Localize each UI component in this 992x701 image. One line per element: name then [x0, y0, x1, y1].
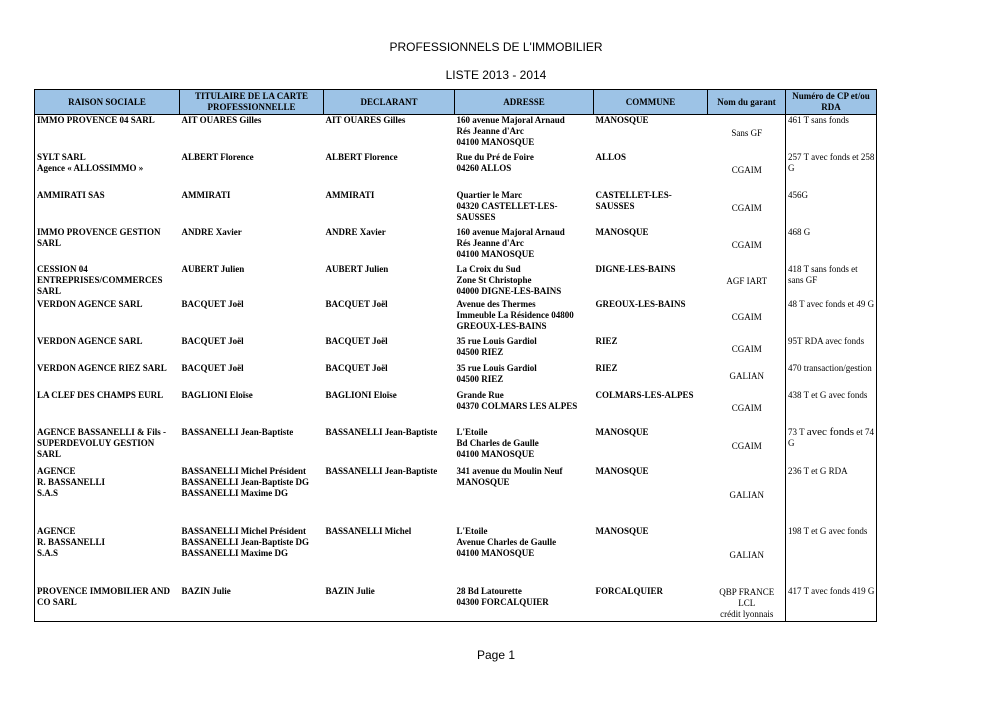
- adresse: La Croix du Sud Zone St Christophe 04000 DIGNE-LES-BAINS: [456, 263, 562, 296]
- titulaire: BACQUET Joël: [181, 362, 244, 373]
- cp-rda-part: avec fonds: [806, 425, 855, 438]
- raison-sociale: VERDON AGENCE RIEZ SARL: [35, 363, 180, 390]
- column-header: Nom du garant: [708, 90, 786, 115]
- adresse: L'Etoile Avenue Charles de Gaulle 04100 MANOSQUE: [456, 525, 557, 558]
- professionals-table: [34, 89, 877, 622]
- cp-rda: 418 T sans fonds et sans GF: [786, 264, 877, 299]
- column-header: Numéro de CP et/ou RDA: [786, 90, 877, 115]
- column-header: ADRESSE: [455, 90, 594, 115]
- declarant: BASSANELLI Jean-Baptiste: [325, 426, 438, 437]
- commune: GREOUX-LES-BAINS: [595, 298, 686, 309]
- cp-rda: 417 T avec fonds 419 G: [786, 586, 877, 622]
- table-row: [35, 190, 877, 227]
- cp-rda: 48 T avec fonds et 49 G: [786, 299, 877, 336]
- raison-sociale: SYLT SARL Agence « ALLOSSIMMO »: [35, 152, 180, 190]
- declarant: ANDRE Xavier: [325, 226, 386, 237]
- raison-sociale: AGENCE R. BASSANELLI S.A.S: [35, 526, 180, 586]
- declarant: BASSANELLI Jean-Baptiste: [325, 465, 438, 476]
- commune: COLMARS-LES-ALPES: [595, 389, 694, 400]
- column-header: RAISON SOCIALE: [35, 90, 180, 115]
- cp-rda: 468 G: [786, 227, 877, 264]
- adresse: 341 avenue du Moulin Neuf MANOSQUE: [456, 465, 563, 487]
- cp-rda: [786, 427, 877, 466]
- cp-rda: 438 T et G avec fonds: [786, 390, 877, 427]
- raison-sociale: VERDON AGENCE SARL: [35, 299, 180, 336]
- titulaire: ALBERT Florence: [181, 151, 254, 162]
- titulaire: BASSANELLI Jean-Baptiste: [181, 426, 294, 437]
- column-header: TITULAIRE DE LA CARTE PROFESSIONNELLE: [180, 90, 324, 115]
- garant: CGAIM: [731, 440, 762, 451]
- declarant: BASSANELLI Michel: [325, 525, 412, 536]
- titulaire: BACQUET Joël: [181, 298, 244, 309]
- cp-rda-part: 73 T: [788, 426, 807, 437]
- garant: CGAIM: [731, 239, 762, 250]
- titulaire: BASSANELLI Michel Président BASSANELLI Jean-Baptiste DG BASSANELLI Maxime DG: [181, 465, 310, 498]
- commune: CASTELLET-LES-SAUSSES: [595, 189, 672, 211]
- adresse: L'Etoile Bd Charles de Gaulle 04100 MANOSQUE: [456, 426, 539, 459]
- commune: FORCALQUIER: [594, 586, 708, 622]
- adresse: 28 Bd Latourette 04300 FORCALQUIER: [455, 586, 594, 622]
- table-row: [35, 227, 877, 264]
- table-row: [35, 115, 877, 152]
- commune: RIEZ: [595, 335, 618, 346]
- raison-sociale: AGENCE BASSANELLI & Fils - SUPERDEVOLUY GESTION SARL: [35, 427, 180, 466]
- declarant: ALBERT Florence: [325, 151, 398, 162]
- cp-rda: 461 T sans fonds: [786, 115, 877, 152]
- declarant: AIT OUARES Gilles: [325, 115, 406, 125]
- column-header: DECLARANT: [324, 90, 455, 115]
- titulaire: ANDRE Xavier: [181, 226, 242, 237]
- declarant: AUBERT Julien: [325, 263, 389, 274]
- titulaire: AIT OUARES Gilles: [181, 115, 262, 125]
- page-subtitle: LISTE 2013 - 2014: [445, 68, 547, 82]
- declarant: BACQUET Joël: [325, 362, 388, 373]
- titulaire: BAZIN Julie: [180, 586, 324, 622]
- adresse: Quartier le Marc 04320 CASTELLET-LES-SAUSSES: [456, 189, 558, 222]
- garant: CGAIM: [731, 311, 762, 322]
- commune: ALLOS: [595, 151, 627, 162]
- raison-sociale: IMMO PROVENCE 04 SARL: [35, 115, 180, 152]
- raison-sociale: AGENCE R. BASSANELLI S.A.S: [35, 466, 180, 526]
- titulaire: BASSANELLI Michel Président BASSANELLI Jean-Baptiste DG BASSANELLI Maxime DG: [181, 525, 310, 558]
- table-header-row: [35, 90, 877, 115]
- declarant: AMMIRATI: [325, 189, 375, 200]
- adresse: 160 avenue Majoral Arnaud Rés Jeanne d'Arc 04100 MANOSQUE: [456, 226, 565, 259]
- table-row: [35, 264, 877, 299]
- table-row: [35, 466, 877, 526]
- raison-sociale: VERDON AGENCE SARL: [35, 336, 180, 363]
- titulaire: BAGLIONI Eloïse: [181, 389, 253, 400]
- garant: CGAIM: [731, 165, 762, 175]
- table-row: [35, 299, 877, 336]
- declarant: BAGLIONI Eloïse: [325, 389, 397, 400]
- titulaire: AUBERT Julien: [181, 263, 245, 274]
- raison-sociale: PROVENCE IMMOBILIER AND CO SARL: [35, 586, 180, 622]
- adresse: Avenue des Thermes Immeuble La Résidence 04800 GREOUX-LES-BAINS: [456, 298, 574, 331]
- page-number: Page 1: [476, 648, 516, 662]
- raison-sociale: IMMO PROVENCE GESTION SARL: [35, 227, 180, 264]
- adresse: 35 rue Louis Gardiol 04500 RIEZ: [456, 335, 537, 357]
- cp-rda: 456G: [786, 190, 877, 227]
- garant: GALIAN: [729, 490, 764, 500]
- cp-rda: 257 T avec fonds et 258 G: [786, 152, 877, 190]
- commune: MANOSQUE: [595, 426, 649, 437]
- cp-rda: 198 T et G avec fonds: [786, 526, 877, 586]
- titulaire: AMMIRATI: [181, 189, 231, 200]
- table-row: [35, 586, 877, 622]
- adresse: Grande Rue 04370 COLMARS LES ALPES: [456, 389, 578, 411]
- cp-rda: 236 T et G RDA: [786, 466, 877, 526]
- garant: CGAIM: [731, 343, 762, 354]
- garant: GALIAN: [729, 370, 764, 381]
- page-title: PROFESSIONNELS DE L'IMMOBILIER: [389, 40, 603, 54]
- table-row: [35, 427, 877, 466]
- adresse: 160 avenue Majoral Arnaud Rés Jeanne d'Arc 04100 MANOSQUE: [456, 115, 565, 147]
- column-header: COMMUNE: [594, 90, 708, 115]
- table-row: [35, 390, 877, 427]
- commune: RIEZ: [595, 362, 618, 373]
- commune: MANOSQUE: [595, 465, 649, 476]
- table-row: [35, 526, 877, 586]
- titulaire: BACQUET Joël: [181, 335, 244, 346]
- table-row: [35, 152, 877, 190]
- table-row: [35, 336, 877, 363]
- raison-sociale: LA CLEF DES CHAMPS EURL: [35, 390, 180, 427]
- declarant: BACQUET Joël: [325, 335, 388, 346]
- cp-rda: 95T RDA avec fonds: [786, 336, 877, 363]
- declarant: BACQUET Joël: [325, 298, 388, 309]
- garant: CGAIM: [731, 402, 762, 413]
- cp-rda: 470 transaction/gestion: [786, 363, 877, 390]
- garant: CGAIM: [731, 202, 762, 213]
- garant: Sans GF: [731, 127, 763, 138]
- garant: GALIAN: [729, 550, 764, 560]
- table-row: [35, 363, 877, 390]
- commune: MANOSQUE: [595, 525, 649, 536]
- garant: AGF IART: [726, 275, 768, 286]
- adresse: 35 rue Louis Gardiol 04500 RIEZ: [456, 362, 537, 384]
- raison-sociale: CESSION 04 ENTREPRISES/COMMERCES SARL: [35, 264, 180, 299]
- commune: DIGNE-LES-BAINS: [595, 263, 676, 274]
- declarant: BAZIN Julie: [324, 586, 455, 622]
- adresse: Rue du Pré de Foire 04260 ALLOS: [456, 151, 534, 173]
- cp-rda-part: et 74 G: [788, 426, 875, 448]
- raison-sociale: AMMIRATI SAS: [35, 190, 180, 227]
- commune: MANOSQUE: [595, 115, 649, 125]
- commune: MANOSQUE: [595, 226, 649, 237]
- garant: QBP FRANCE LCL crédit lyonnais: [708, 586, 786, 622]
